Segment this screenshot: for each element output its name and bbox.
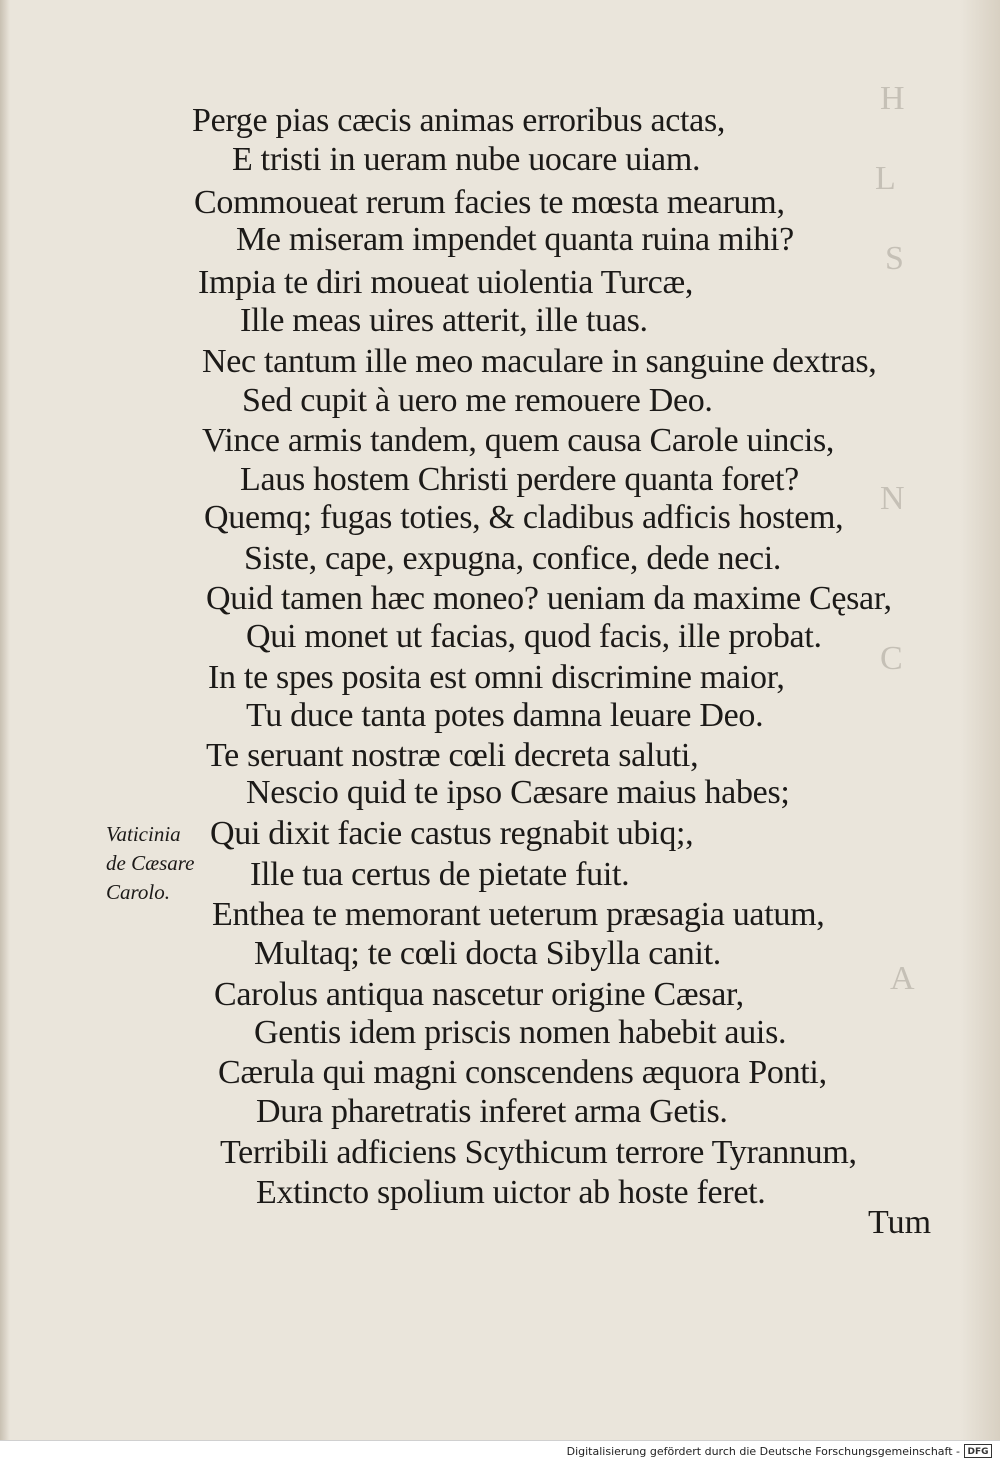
- verse-line: Commoueat rerum facies te mœsta mearum,: [194, 184, 785, 221]
- verse-line: Vince armis tandem, quem causa Carole uincis,: [202, 422, 835, 459]
- verse-line: Ille tua certus de pietate fuit.: [250, 856, 630, 893]
- verse-line: Quemq; fugas toties, & cladibus adficis hostem,: [204, 499, 844, 536]
- marginal-note-line: Vaticinia: [106, 822, 181, 846]
- verse-line: Qui monet ut facias, quod facis, ille probat.: [246, 618, 822, 655]
- footer-bar: [0, 1440, 1000, 1463]
- verse-line: Multaq; te cœli docta Sibylla canit.: [254, 935, 721, 972]
- verse-line: Terribili adficiens Scythicum terrore Tyrannum,: [220, 1134, 857, 1171]
- verse-line: Extincto spolium uictor ab hoste feret.: [256, 1174, 766, 1211]
- verse-line: Te seruant nostræ cœli decreta saluti,: [206, 737, 699, 774]
- marginal-note: [106, 820, 194, 907]
- marginal-note-line: de Cæsare: [106, 851, 195, 875]
- verse-line: Tu duce tanta potes damna leuare Deo.: [246, 697, 764, 734]
- verse-line: Enthea te memorant ueterum præsagia uatum,: [212, 896, 825, 933]
- verse-line: Ille meas uires atterit, ille tuas.: [240, 302, 648, 339]
- bleed-through-mark: S: [885, 240, 904, 277]
- funding-notice: Digitalisierung gefördert durch die Deutsche Forschungsgemeinschaft -: [566, 1445, 960, 1458]
- marginal-note-line: Carolo.: [106, 880, 170, 904]
- bleed-through-mark: C: [880, 640, 903, 677]
- verse-line: Siste, cape, expugna, confice, dede neci.: [244, 540, 782, 577]
- bleed-through-mark: H: [880, 80, 905, 117]
- verse-line: Cærula qui magni conscendens æquora Ponti,: [218, 1054, 827, 1091]
- verse-line: Me miseram impendet quanta ruina mihi?: [236, 221, 794, 258]
- bleed-through-mark: N: [880, 480, 905, 517]
- bleed-through-mark: A: [890, 960, 915, 997]
- verse-line: E tristi in ueram nube uocare uiam.: [232, 141, 701, 178]
- verse-line: Perge pias cæcis animas erroribus actas,: [192, 102, 726, 139]
- verse-line: Nescio quid te ipso Cæsare maius habes;: [246, 774, 790, 811]
- verse-line: Laus hostem Christi perdere quanta foret?: [240, 461, 799, 498]
- verse-line: Nec tantum ille meo maculare in sanguine dextras,: [202, 343, 877, 380]
- verse-line: Qui dixit facie castus regnabit ubiq;,: [210, 815, 694, 852]
- dfg-logo-icon: DFG: [964, 1444, 992, 1458]
- catchword: Tum: [868, 1204, 932, 1241]
- verse-line: Gentis idem priscis nomen habebit auis.: [254, 1014, 787, 1051]
- bleed-through-mark: L: [875, 160, 896, 197]
- verse-line: Quid tamen hæc moneo? ueniam da maxime Cęsar,: [206, 580, 892, 617]
- verse-line: Sed cupit à uero me remouere Deo.: [242, 382, 713, 419]
- verse-line: Carolus antiqua nascetur origine Cæsar,: [214, 976, 744, 1013]
- verse-line: Dura pharetratis inferet arma Getis.: [256, 1093, 728, 1130]
- verse-line: Impia te diri moueat uiolentia Turcæ,: [198, 264, 694, 301]
- verse-line: In te spes posita est omni discrimine maior,: [208, 659, 785, 696]
